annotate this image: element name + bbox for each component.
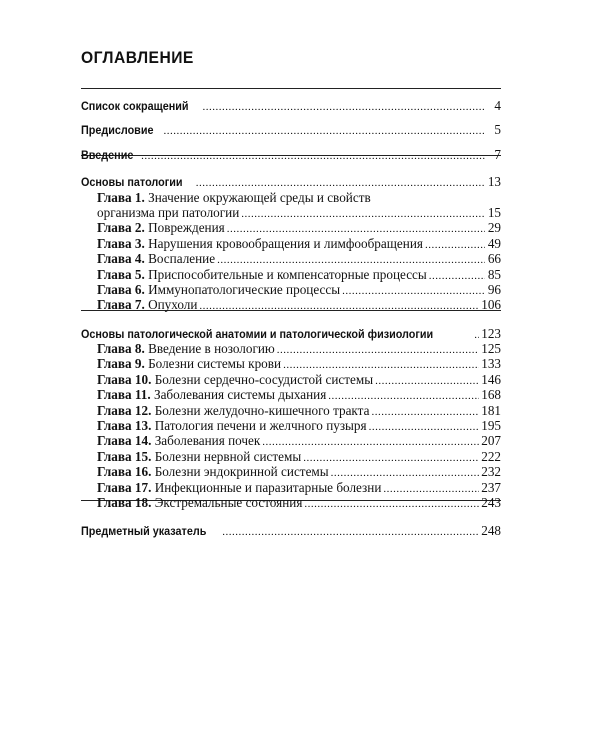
toc-chapter-16[interactable] (81, 464, 501, 479)
chapter-title: Болезни эндокринной системы (154, 464, 329, 480)
chapter-title: Болезни нервной системы (154, 448, 302, 464)
toc-chapter-13[interactable] (81, 418, 501, 433)
chapter-number: Глава 12. (97, 402, 152, 418)
chapter-title: Патология печени и желчного пузыря (154, 418, 367, 434)
leader-dots (277, 343, 479, 358)
leader-dots (342, 284, 485, 299)
leader-dots (222, 525, 479, 540)
toc-page-number: 207 (481, 433, 501, 449)
leader-dots (375, 374, 479, 389)
toc-chapter-5[interactable] (81, 267, 501, 282)
leader-dots (199, 299, 479, 314)
chapter-title: организма при патологии (97, 204, 240, 220)
toc-page-number: 195 (481, 418, 501, 434)
toc-page-number: 49 (487, 235, 501, 251)
toc-page-number: 125 (481, 341, 501, 357)
toc-page-number: 123 (481, 325, 501, 341)
toc-page-number: 85 (487, 266, 501, 282)
leader-dots (141, 149, 485, 164)
chapter-title: Болезни системы крови (148, 356, 282, 372)
chapter-title: Экстремальные состояния (154, 494, 303, 510)
chapter-title: Воспаление (148, 251, 216, 267)
leader-dots (303, 451, 479, 466)
chapter-title: Значение окружающей среды и свойств (148, 189, 371, 205)
chapter-title: Инфекционные и паразитарные болезни (154, 479, 382, 495)
leader-dots (304, 497, 479, 512)
leader-dots (241, 207, 485, 222)
chapter-title: Заболевания системы дыхания (153, 387, 327, 403)
toc-part-pathology-basics[interactable] (81, 174, 501, 189)
toc-entry-label: Введение (81, 147, 134, 162)
chapter-number: Глава 18. (97, 494, 152, 510)
toc-page-number: 168 (481, 387, 501, 403)
chapter-title: Болезни сердечно-сосудистой системы (154, 371, 374, 387)
toc-chapter-4[interactable] (81, 251, 501, 266)
toc-entry-preface[interactable] (81, 122, 501, 137)
chapter-number: Глава 16. (97, 464, 152, 480)
chapter-title: Повреждения (148, 220, 225, 236)
table-of-contents (81, 92, 501, 539)
toc-page-number: 106 (481, 297, 501, 313)
toc-entry-subject-index[interactable] (81, 523, 501, 538)
chapter-number: Глава 9. (97, 356, 145, 372)
toc-chapter-14[interactable] (81, 433, 501, 448)
leader-dots (164, 124, 485, 139)
toc-page-number: 243 (481, 494, 501, 510)
toc-page-number: 5 (494, 122, 501, 138)
toc-chapter-18[interactable] (81, 495, 501, 510)
toc-chapter-15[interactable] (81, 449, 501, 464)
toc-chapter-17[interactable] (81, 480, 501, 495)
chapter-number: Глава 5. (97, 266, 145, 282)
toc-chapter-7[interactable] (81, 297, 501, 312)
toc-page-number: 232 (481, 464, 501, 480)
toc-page-number: 15 (487, 204, 501, 220)
leader-dots (371, 405, 479, 420)
leader-dots (369, 420, 480, 435)
toc-page-number: 66 (487, 251, 501, 267)
chapter-title: Иммунопатологические процессы (148, 281, 341, 297)
chapter-number: Глава 8. (97, 341, 145, 357)
toc-page-number: 13 (487, 174, 501, 190)
chapter-number: Глава 3. (97, 235, 145, 251)
toc-part-label: Основы патологической анатомии и патологической физиологии (81, 326, 434, 341)
leader-dots (383, 482, 479, 497)
chapter-number: Глава 1. (97, 189, 145, 205)
toc-entry-label: Предисловие (81, 123, 154, 138)
toc-page-number: 237 (481, 479, 501, 495)
chapter-title: Нарушения кровообращения и лимфообращения (148, 235, 423, 251)
toc-page-number: 4 (494, 98, 501, 113)
chapter-number: Глава 2. (97, 220, 145, 236)
toc-page-number: 96 (487, 281, 501, 297)
divider (81, 88, 501, 89)
toc-page-number: 248 (481, 523, 501, 539)
chapter-number: Глава 4. (97, 251, 145, 267)
toc-chapter-11[interactable] (81, 387, 501, 402)
chapter-number: Глава 10. (97, 371, 152, 387)
toc-page-number: 133 (481, 356, 501, 372)
toc-page-number: 29 (487, 220, 501, 236)
toc-chapter-6[interactable] (81, 282, 501, 297)
chapter-title: Опухоли (148, 297, 198, 313)
chapter-title: Приспособительные и компенсаторные процессы (148, 266, 427, 282)
toc-chapter-12[interactable] (81, 403, 501, 418)
chapter-number: Глава 13. (97, 418, 152, 434)
toc-entry-label: Список сокращений (81, 99, 189, 113)
toc-page-number: 222 (481, 448, 501, 464)
chapter-title: Введение в нозологию (148, 341, 275, 357)
toc-entry-label: Предметный указатель (81, 524, 207, 539)
toc-entry-abbreviations[interactable] (81, 98, 501, 113)
chapter-number: Глава 17. (97, 479, 152, 495)
toc-chapter-3[interactable] (81, 236, 501, 251)
toc-chapter-9[interactable] (81, 356, 501, 371)
leader-dots (429, 269, 485, 284)
toc-chapter-8[interactable] (81, 341, 501, 356)
chapter-title: Заболевания почек (154, 433, 261, 449)
toc-chapter-1-line1[interactable] (81, 190, 501, 205)
chapter-number: Глава 14. (97, 433, 152, 449)
toc-page-number: 146 (481, 371, 501, 387)
leader-dots (474, 328, 479, 343)
leader-dots (425, 238, 485, 253)
page-title: ОГЛАВЛЕНИЕ (81, 48, 194, 67)
toc-chapter-10[interactable] (81, 372, 501, 387)
toc-entry-introduction[interactable] (81, 147, 501, 162)
leader-dots (202, 100, 485, 115)
toc-chapter-2[interactable] (81, 220, 501, 235)
toc-part-anatomy-physiology[interactable] (81, 326, 501, 341)
chapter-number: Глава 7. (97, 297, 145, 313)
chapter-number: Глава 6. (97, 281, 145, 297)
toc-page-number: 181 (481, 402, 501, 418)
toc-page-number: 7 (494, 146, 501, 162)
toc-chapter-1-line2[interactable] (81, 205, 501, 220)
chapter-number: Глава 11. (97, 387, 151, 403)
toc-part-label: Основы патологии (81, 175, 183, 190)
chapter-title: Болезни желудочно-кишечного тракта (154, 402, 370, 418)
chapter-number: Глава 15. (97, 448, 152, 464)
